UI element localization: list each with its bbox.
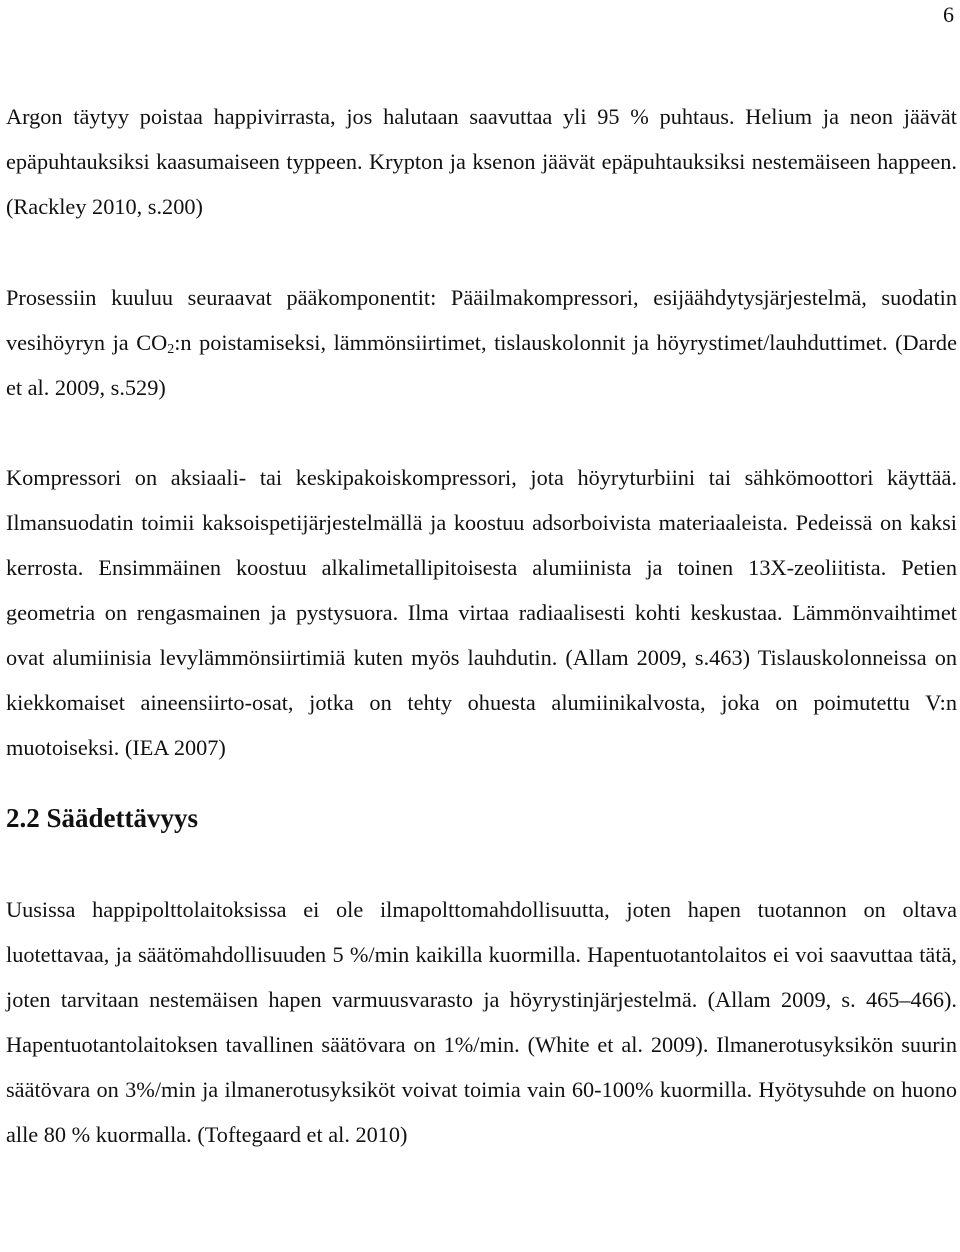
document-body (6, 94, 957, 1157)
paragraph-components-text-a: Prosessiin kuuluu seuraavat pääkomponentit: Pääilmakompressori, esijäähdytysjärjestelmä, suodatin vesihöyryn ja CO (6, 285, 957, 355)
paragraph-argon: Argon täytyy poistaa happivirrasta, jos halutaan saavuttaa yli 95 % puhtaus. Helium ja neon jäävät epäpuhtauksiksi kaasumaiseen typpeen. Krypton ja ksenon jäävät epäpuhtauksiksi nestemäiseen happeen. (Rackley 2010, s.200) (6, 104, 957, 219)
co2-subscript: 2 (167, 342, 175, 357)
paragraph-compressor: Kompressori on aksiaali- tai keskipakoiskompressori, jota höyryturbiini tai sähkömoottori käyttää. Ilmansuodatin toimii kaksoispetijärjestelmällä ja koostuu adsorboivista materiaaleista. Pedeissä on kaksi kerrosta. Ensimmäinen koostuu alkalimetallipitoisesta alumiinista ja toinen 13X-zeoliitista. Petien geometria on rengasmainen ja pystysuora. Ilma virtaa radiaalisesti kohti keskustaa. Lämmönvaihtimet ovat alumiinisia levylämmönsiirtimiä kuten myös lauhdutin. (Allam 2009, s.463) Tislauskolonneissa on kiekkomaiset aineensiirto-osat, jotka on tehty ohuesta alumiinikalvosta, joka on poimutettu V:n muotoiseksi. (IEA 2007) (6, 465, 957, 760)
page-number: 6 (943, 2, 954, 27)
section-heading: 2.2 Säädettävyys (6, 803, 199, 833)
paragraph-components-text-b: :n poistamiseksi, lämmönsiirtimet, tislauskolonnit ja höyrystimet/lauhduttimet. (Darde et al. 2009, s.529) (6, 330, 957, 400)
paragraph-adjustability: Uusissa happipolttolaitoksissa ei ole ilmapolttomahdollisuutta, joten hapen tuotannon on oltava luotettavaa, ja säätömahdollisuuden 5 %/min kaikilla kuormilla. Hapentuotantolaitos ei voi saavuttaa tätä, joten tarvitaan nestemäisen hapen varmuusvarasto ja höyrystinjärjestelmä. (Allam 2009, s. 465–466). Hapentuotantolaitoksen tavallinen säätövara on 1%/min. (White et al. 2009). Ilmanerotusyksikön suurin säätövara on 3%/min ja ilmanerotusyksiköt voivat toimia vain 60-100% kuormilla. Hyötysuhde on huono alle 80 % kuormalla. (Toftegaard et al. 2010) (6, 897, 957, 1147)
paragraph-components (6, 275, 957, 410)
